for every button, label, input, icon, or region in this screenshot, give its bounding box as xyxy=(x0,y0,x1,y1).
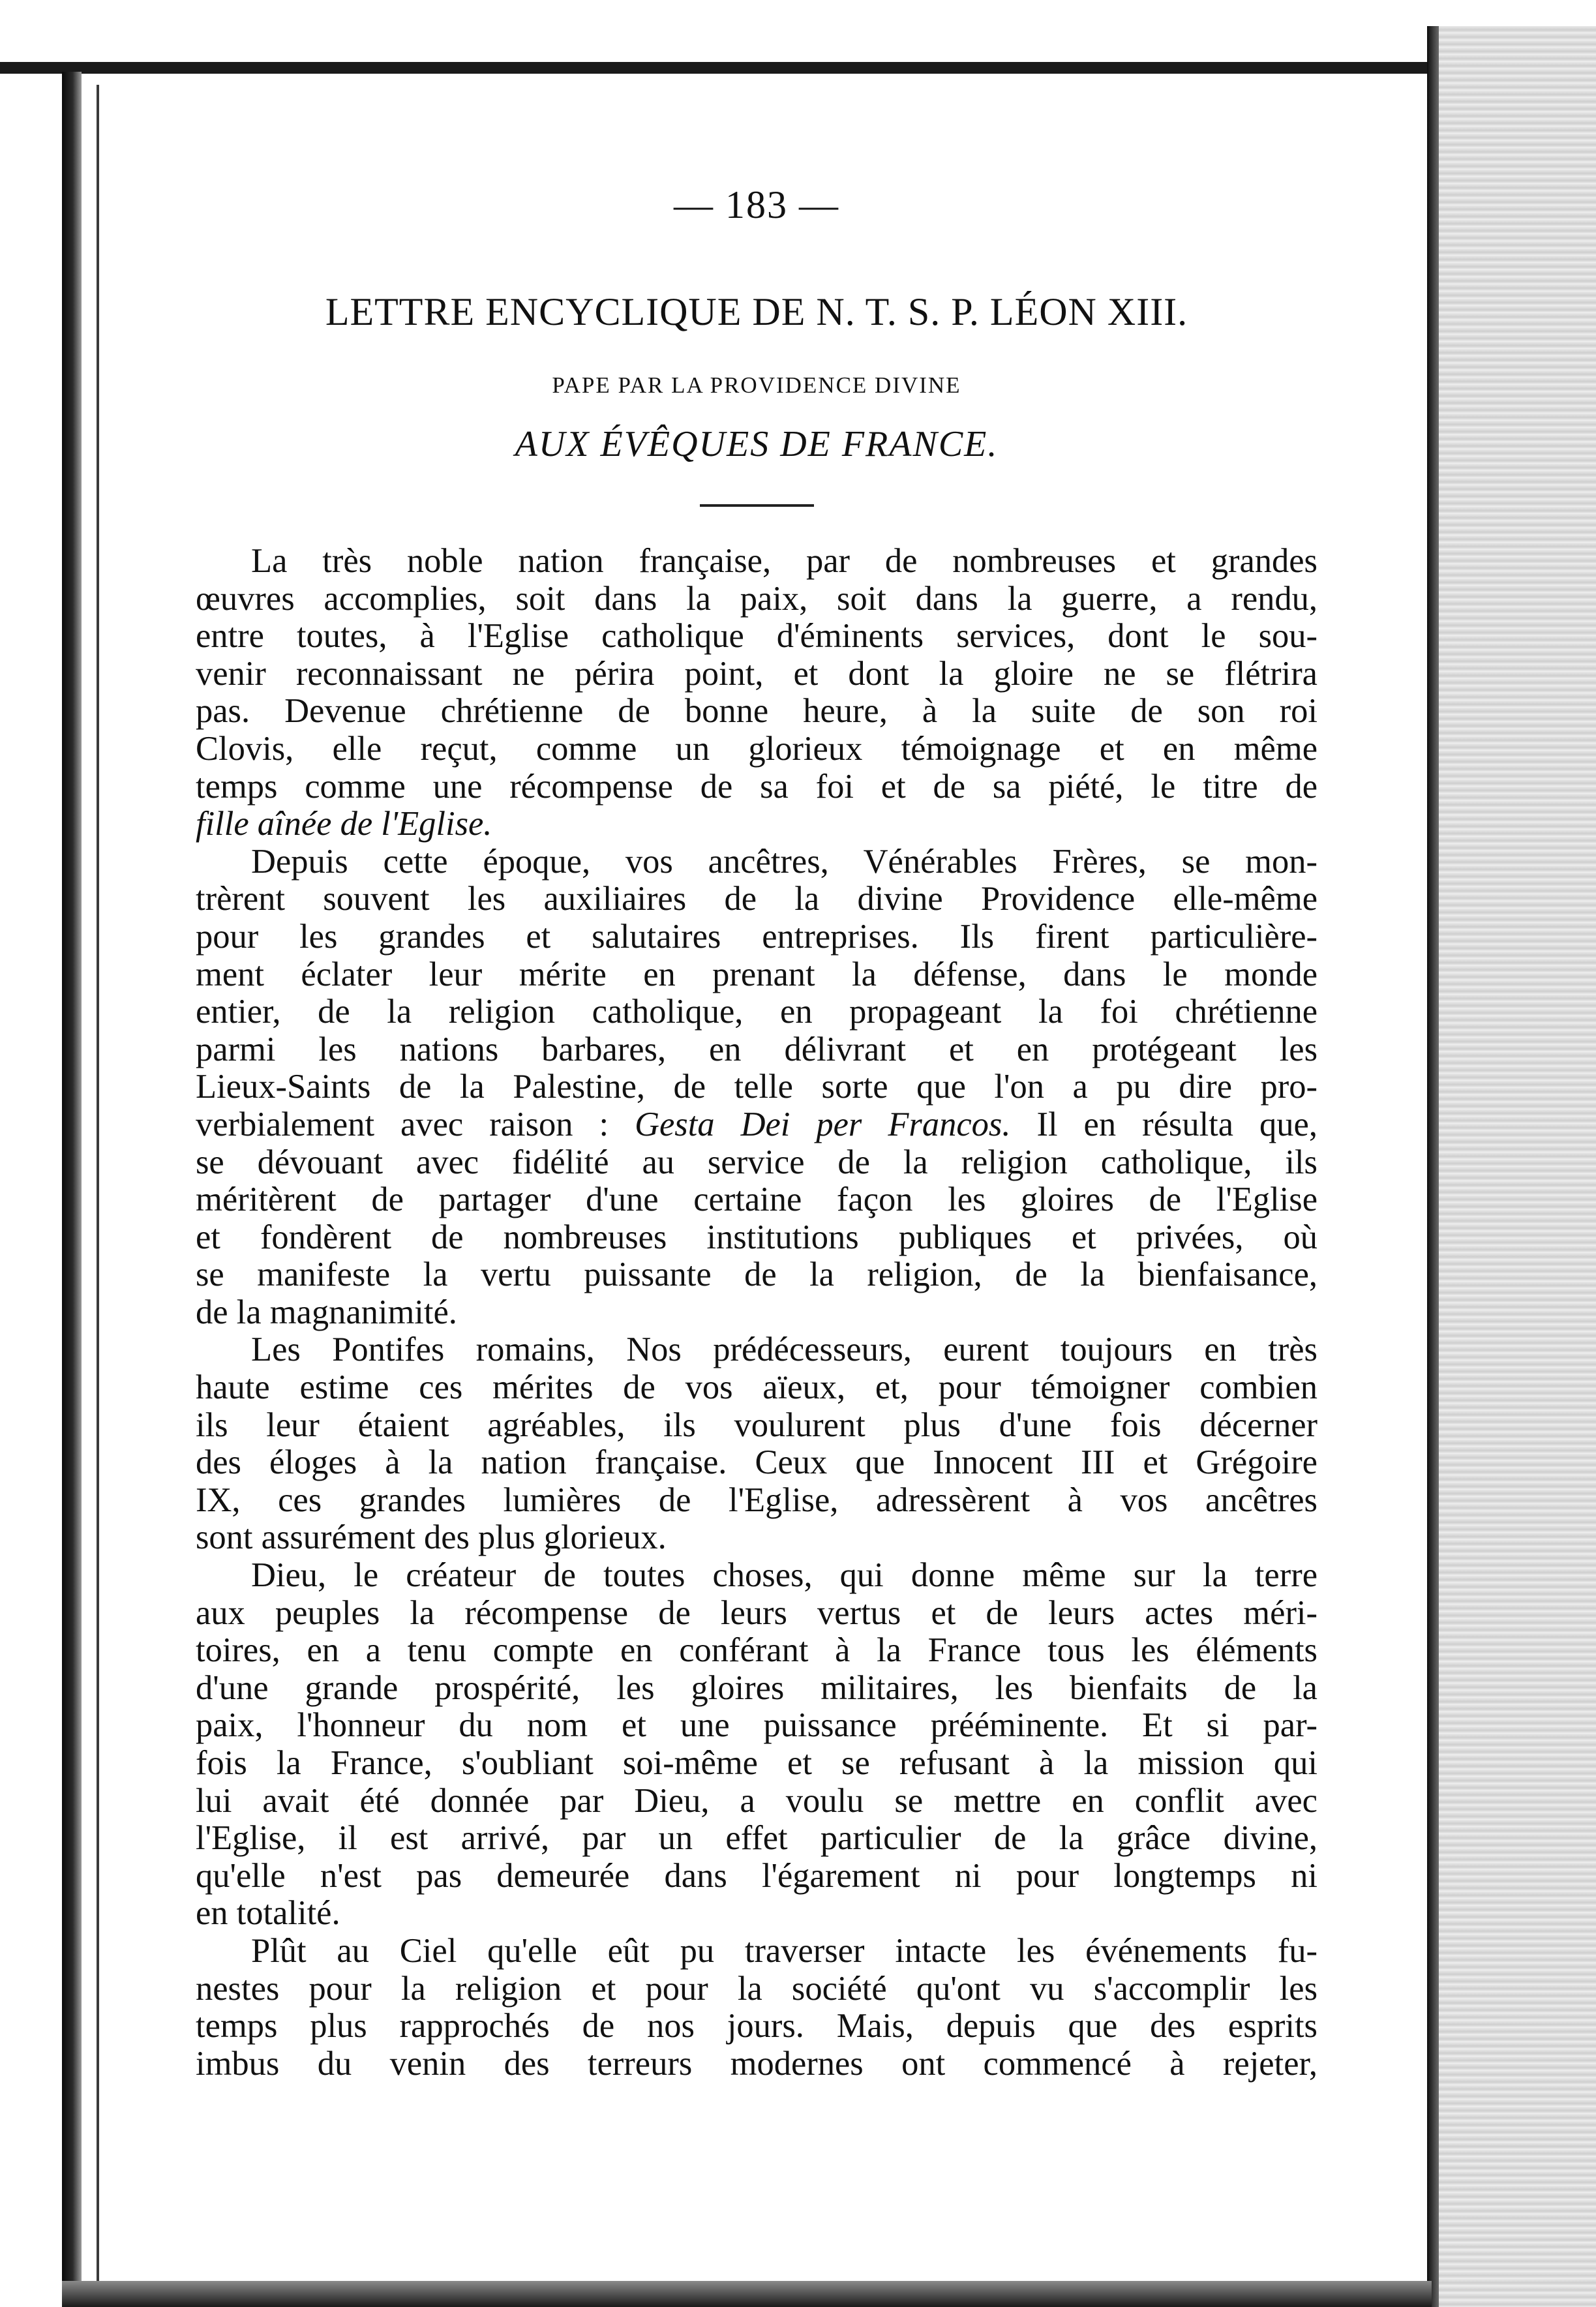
text-line: sont assurément des plus glorieux. xyxy=(196,1518,667,1557)
text-line: trèrent souvent les auxiliaires de la divine Providence elle-même xyxy=(196,880,1317,918)
text-line: lui avait été donnée par Dieu, a voulu se mettre en conflit avec xyxy=(196,1781,1317,1820)
text-line: Les Pontifes romains, Nos prédécesseurs, eurent toujours en très xyxy=(251,1331,1317,1369)
text-line: parmi les nations barbares, en délivrant et en protégeant les xyxy=(196,1030,1317,1068)
scan-border-left xyxy=(62,72,82,2289)
text-line: ment éclater leur mérite en prenant la défense, dans le monde xyxy=(196,955,1317,993)
text-line: paix, l'honneur du nom et une puissance prééminente. Et si par- xyxy=(196,1706,1317,1745)
text-line: nestes pour la religion et pour la société qu'ont vu s'accomplir les xyxy=(196,1969,1317,2008)
text-line: Clovis, elle reçut, comme un glorieux témoignage et en même xyxy=(196,729,1317,768)
scan-border-top xyxy=(0,62,1596,74)
text-line: et fondèrent de nombreuses institutions publiques et privées, où xyxy=(196,1218,1317,1256)
text-line: haute estime ces mérites de vos aïeux, et, pour témoigner combien xyxy=(196,1368,1317,1407)
document-title: LETTRE ENCYCLIQUE DE N. T. S. P. LÉON XIII. xyxy=(325,290,1188,333)
paragraph-4 xyxy=(196,1557,1317,1933)
text-line: œuvres accomplies, soit dans la paix, soit dans la guerre, a rendu, xyxy=(196,579,1317,618)
scan-border-bottom xyxy=(62,2281,1432,2307)
text-line: ils leur étaient agréables, ils voulurent plus d'une fois décerner xyxy=(196,1406,1317,1444)
text-line: de la magnanimité. xyxy=(196,1293,457,1331)
text-line: des éloges à la nation française. Ceux que Innocent III et Grégoire xyxy=(196,1443,1317,1482)
body-text xyxy=(196,543,1317,2083)
document-page xyxy=(196,183,1317,2083)
scan-border-right-shadow xyxy=(1427,26,1439,2307)
text-line: entre toutes, à l'Eglise catholique d'éminents services, dont le sou- xyxy=(196,617,1317,656)
text-line: pas. Devenue chrétienne de bonne heure, à la suite de son roi xyxy=(196,692,1317,731)
text-line: pour les grandes et salutaires entreprises. Ils firent particulière- xyxy=(196,917,1317,956)
document-subtitle: PAPE PAR LA PROVIDENCE DIVINE xyxy=(552,372,961,398)
text-line: aux peuples la récompense de leurs vertus et de leurs actes méri- xyxy=(196,1593,1317,1632)
latin-quote: Gesta Dei per Francos. xyxy=(635,1105,1011,1143)
text-line: temps comme une récompense de sa foi et de sa piété, le titre de xyxy=(196,767,1317,806)
text-line: méritèrent de partager d'une certaine façon les gloires de l'Eglise xyxy=(196,1181,1317,1219)
text-line: l'Eglise, il est arrivé, par un effet particulier de la grâce divine, xyxy=(196,1819,1317,1858)
text-run: Il en résulta que, xyxy=(1010,1105,1317,1143)
text-line: IX, ces grandes lumières de l'Eglise, adressèrent à vos ancêtres xyxy=(196,1481,1317,1519)
document-addressee: AUX ÉVÊQUES DE FRANCE. xyxy=(515,424,999,464)
text-line: d'une grande prospérité, les gloires militaires, les bienfaits de la xyxy=(196,1668,1317,1707)
text-line: Depuis cette époque, vos ancêtres, Vénérables Frères, se mon- xyxy=(251,842,1317,881)
text-line: La très noble nation française, par de nombreuses et grandes xyxy=(251,542,1317,580)
text-line: Plût au Ciel qu'elle eût pu traverser intacte les événements fu- xyxy=(251,1931,1317,1970)
paragraph-3 xyxy=(196,1331,1317,1557)
paragraph-2 xyxy=(196,843,1317,1332)
text-line: temps plus rapprochés de nos jours. Mais, depuis que des esprits xyxy=(196,2007,1317,2045)
title-separator-rule xyxy=(700,504,814,507)
text-line: se manifeste la vertu puissante de la religion, de la bienfaisance, xyxy=(196,1256,1317,1294)
text-line-mixed xyxy=(196,1106,1317,1144)
text-line: venir reconnaissant ne périra point, et dont la gloire ne se flétrira xyxy=(196,654,1317,693)
text-line: se dévouant avec fidélité au service de la religion catholique, ils xyxy=(196,1143,1317,1181)
scan-border-left-inner xyxy=(97,85,99,2289)
text-line-italic: fille aînée de l'Eglise. xyxy=(196,805,492,843)
text-line: toires, en a tenu compte en conférant à la France tous les éléments xyxy=(196,1631,1317,1670)
text-line: fois la France, s'oubliant soi-même et se refusant à la mission qui xyxy=(196,1744,1317,1782)
text-run: verbialement avec raison : xyxy=(196,1105,635,1143)
text-line: Lieux-Saints de la Palestine, de telle sorte que l'on a pu dire pro- xyxy=(196,1068,1317,1106)
text-line: entier, de la religion catholique, en propageant la foi chrétienne xyxy=(196,993,1317,1031)
page-number: — 183 — xyxy=(674,183,839,226)
paragraph-5 xyxy=(196,1933,1317,2083)
paragraph-1 xyxy=(196,543,1317,843)
text-line: Dieu, le créateur de toutes choses, qui donne même sur la terre xyxy=(251,1556,1317,1595)
text-line: qu'elle n'est pas demeurée dans l'égarement ni pour longtemps ni xyxy=(196,1856,1317,1895)
scan-border-right xyxy=(1427,26,1596,2307)
text-line: en totalité. xyxy=(196,1894,340,1933)
text-line: imbus du venin des terreurs modernes ont commencé à rejeter, xyxy=(196,2044,1317,2083)
